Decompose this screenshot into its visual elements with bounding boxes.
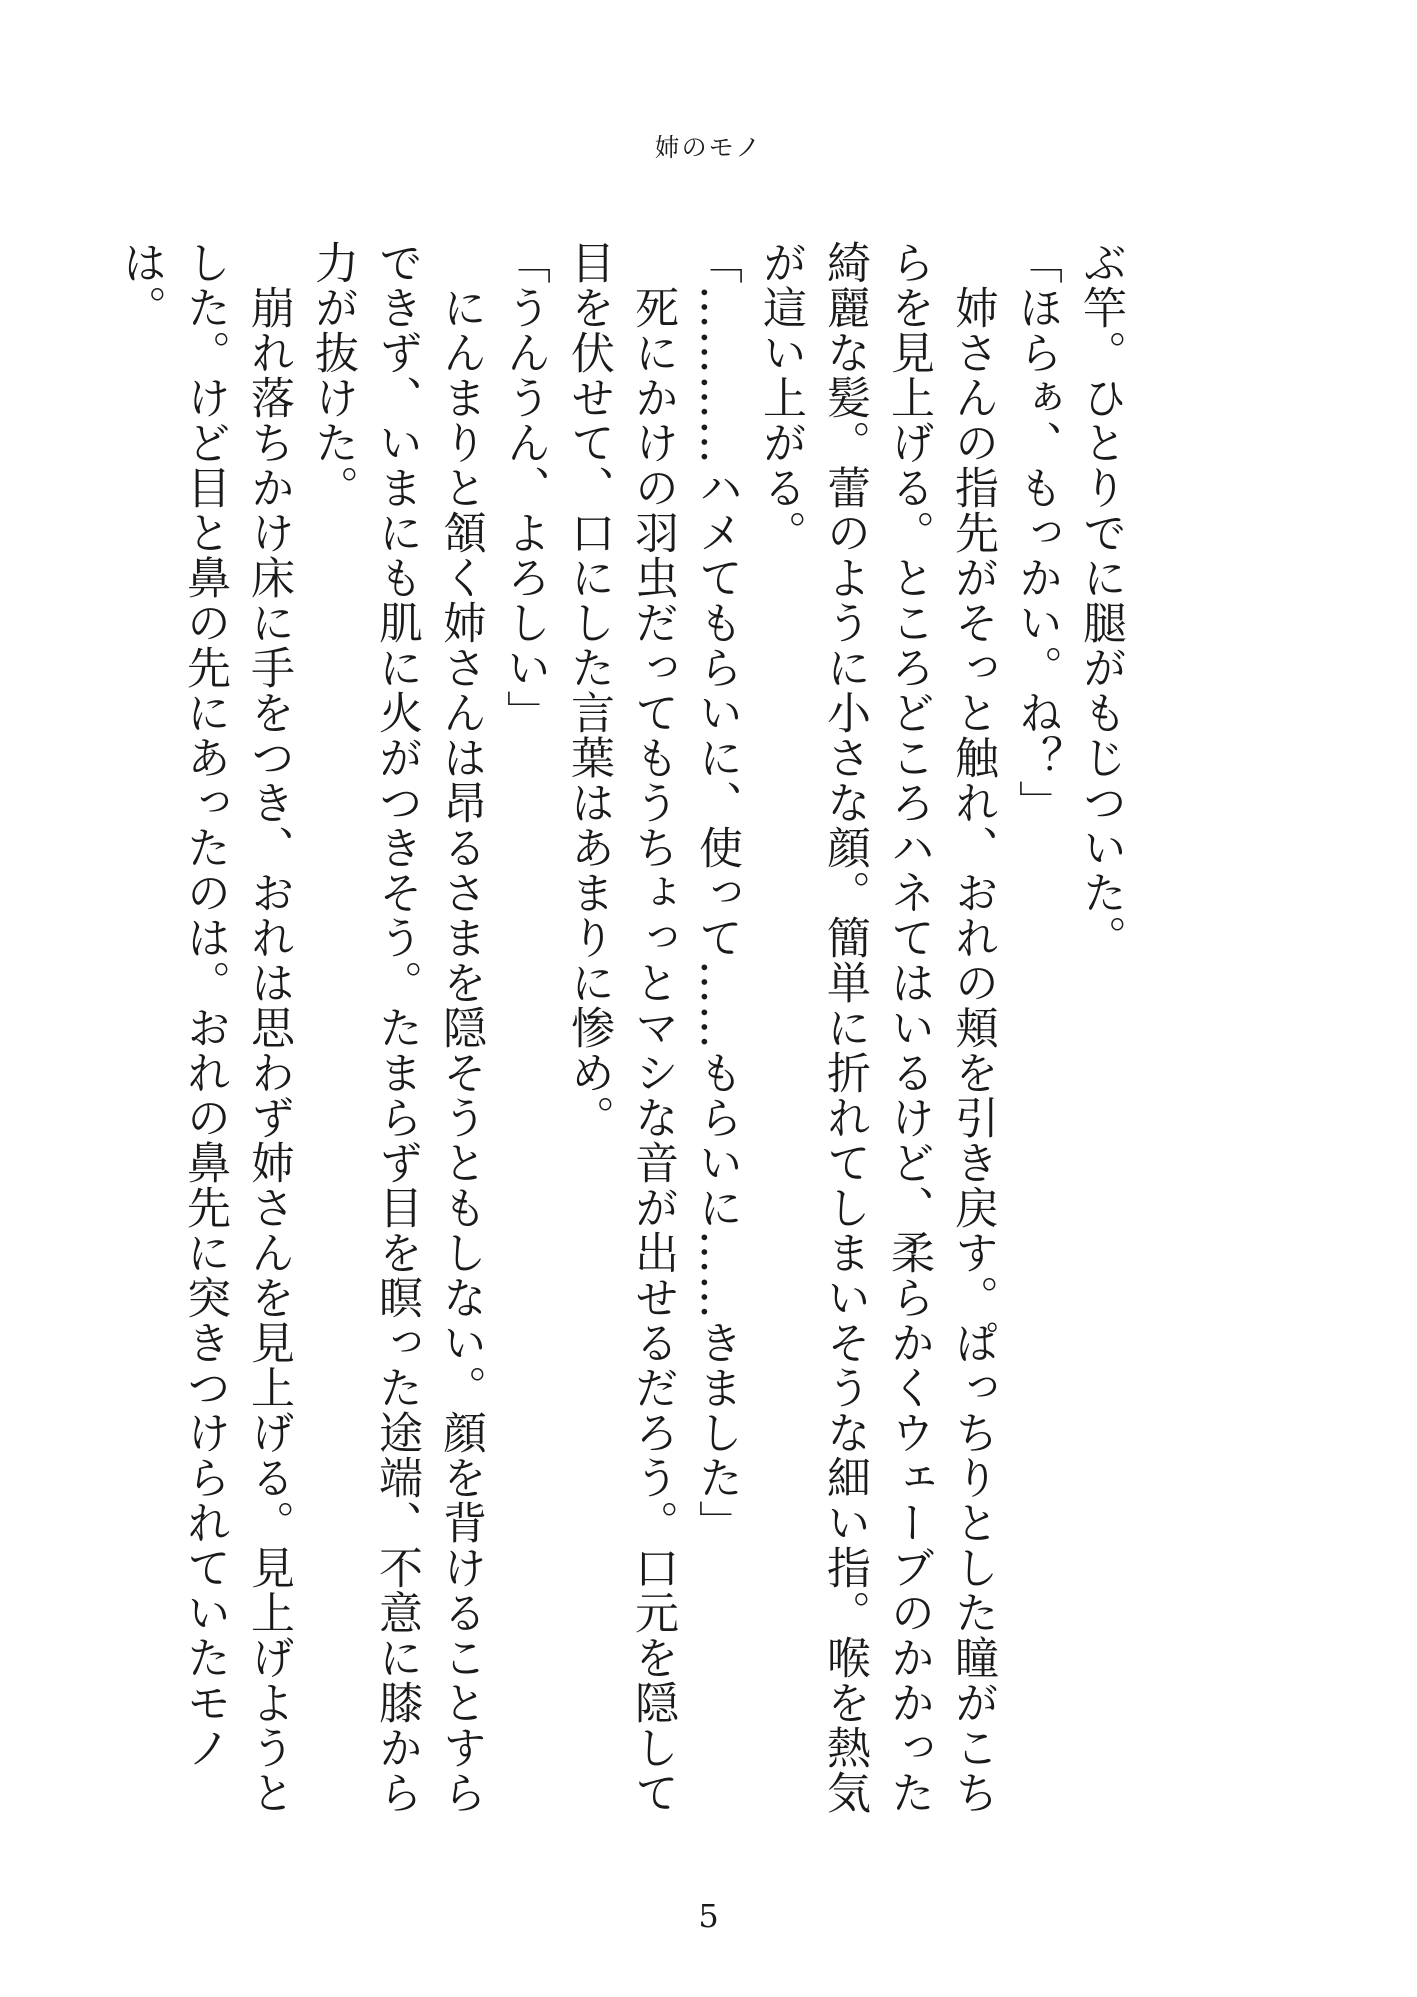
paragraph: 「…………ハメてもらいに、使って……もらいに……きました」 [691, 240, 742, 1545]
paragraph: にんまりと頷く姉さんは昂るさまを隠そうともしない。顔を背けることすらできず、いまにも肌に火がつきそう。たまらず目を瞑った途端、不意に膝から力が抜けた。 [307, 240, 486, 1815]
paragraph: 「うんうん、よろしい」 [499, 240, 550, 735]
paragraph: 崩れ落ちかけ床に手をつき、おれは思わず姉さんを見上げる。見上げようとした。けど目と鼻の先にあったのは。おれの鼻先に突きつけられていたモノは。 [115, 240, 294, 1815]
body-text [115, 240, 1132, 1820]
paragraph: 姉さんの指先がそっと触れ、おれの頬を引き戻す。ぱっちりとした瞳がこちらを見上げる。ところどころハネてはいるけど、柔らかくウェーブのかかった綺麗な髪。蕾のように小さな顔。簡単に折れてしまいそうな細い指。喉を熱気が這い上がる。 [755, 240, 998, 1815]
paragraph: 「ほらぁ、もっかい。ね？」 [1011, 240, 1062, 825]
running-header: 姉のモノ [654, 133, 763, 162]
paragraph: ぶ竿。ひとりでに腿がもじついた。 [1075, 240, 1126, 960]
page-number: 5 [698, 1897, 719, 1935]
paragraph: 死にかけの羽虫だってもうちょっとマシな音が出せるだろう。口元を隠して目を伏せて、口にした言葉はあまりに惨め。 [563, 240, 678, 1815]
